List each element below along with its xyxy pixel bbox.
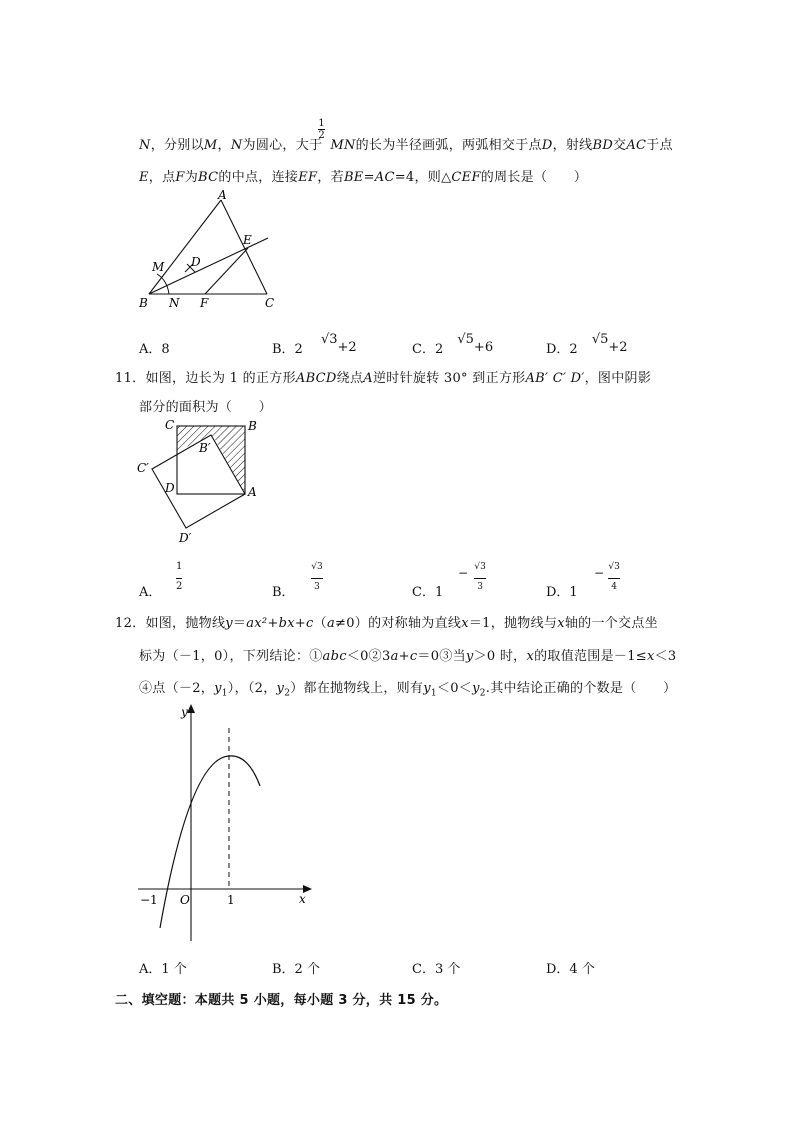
- rotated-square-figure: [135, 414, 265, 549]
- q12-line1: 12．如图，抛物线y＝ax²+bx+c（a≠0）的对称轴为直线x＝1，抛物线与x轴的一个交点坐: [115, 616, 658, 631]
- q10-line2: E，点F为BC的中点，连接EF，若BE=AC=4，则△CEF的周长是（ ）: [139, 170, 588, 185]
- axis-label-y: y: [181, 705, 188, 719]
- label-E: E: [243, 233, 252, 247]
- label-D-prime: D′: [179, 531, 192, 545]
- label-C: C: [265, 296, 275, 310]
- q12-option-b[interactable]: B．2 个: [272, 962, 320, 977]
- label-C: C: [165, 418, 175, 432]
- label-B: B: [139, 296, 148, 310]
- label-A: A: [218, 190, 227, 202]
- q12-option-a[interactable]: A．1 个: [139, 962, 187, 977]
- q11-option-a-frac: 1 2: [176, 561, 183, 592]
- q11-line1: 11．如图，边长为 1 的正方形ABCD绕点A逆时针旋转 30° 到正方形AB′ C′ D′，图中阴影: [115, 371, 652, 386]
- q12-option-c[interactable]: C．3 个: [412, 962, 461, 977]
- label-M: M: [152, 260, 165, 274]
- q11-option-c-frac: − √3 3: [458, 562, 486, 592]
- q10-line1: N，分别以M，N为圆心，大于 MN的长为半径画弧，两弧相交于点D，射线BD交AC于点: [139, 138, 673, 153]
- q10-option-d[interactable]: D．2 √5+2: [546, 332, 628, 357]
- label-B: B: [248, 419, 257, 433]
- label-D: D: [165, 481, 175, 495]
- label-F: F: [200, 296, 209, 310]
- q11-line2: 部分的面积为（ ）: [139, 400, 273, 415]
- fraction-half: 1 2: [318, 118, 325, 141]
- origin-label: O: [180, 893, 190, 907]
- q12-option-d[interactable]: D．4 个: [546, 962, 595, 977]
- q11-option-a[interactable]: A．: [139, 585, 162, 600]
- q10-option-b[interactable]: B．2 √3+2: [272, 332, 357, 357]
- q12-line3: ④点（－2，$y_1$），（2，$y_2$）都在抛物线上，则有$y_1<0<y_2$.其中结论正确的个数是（ ）: [139, 681, 677, 699]
- tick-label-neg1: −1: [140, 893, 158, 907]
- label-N: N: [169, 296, 180, 310]
- section-heading: 二、填空题：本题共 5 小题，每小题 3 分，共 15 分。: [115, 993, 448, 1008]
- q11-option-b[interactable]: B．: [272, 585, 295, 600]
- label-A: A: [248, 485, 257, 499]
- q10-option-c[interactable]: C．2 √5+6: [412, 332, 494, 357]
- q11-option-d-frac: − √3 4: [594, 562, 620, 592]
- q11-option-b-frac: √3 3: [311, 562, 323, 592]
- label-C-prime: C′: [137, 461, 149, 475]
- label-B-prime: B′: [199, 441, 211, 455]
- q10-option-a[interactable]: A．8: [139, 342, 170, 357]
- parabola-graph: [132, 698, 322, 948]
- tick-label-1: 1: [227, 893, 235, 907]
- q12-line2: 标为（－1，0），下列结论：①abc＜0②3a+c＝0③当y＞0 时，x的取值范围是－1≤x＜3: [139, 649, 677, 664]
- label-D: D: [191, 255, 201, 269]
- triangle-figure: [135, 190, 285, 320]
- q11-option-c[interactable]: C．1: [412, 585, 444, 600]
- q11-option-d[interactable]: D．1: [546, 585, 578, 600]
- axis-label-x: x: [299, 892, 306, 906]
